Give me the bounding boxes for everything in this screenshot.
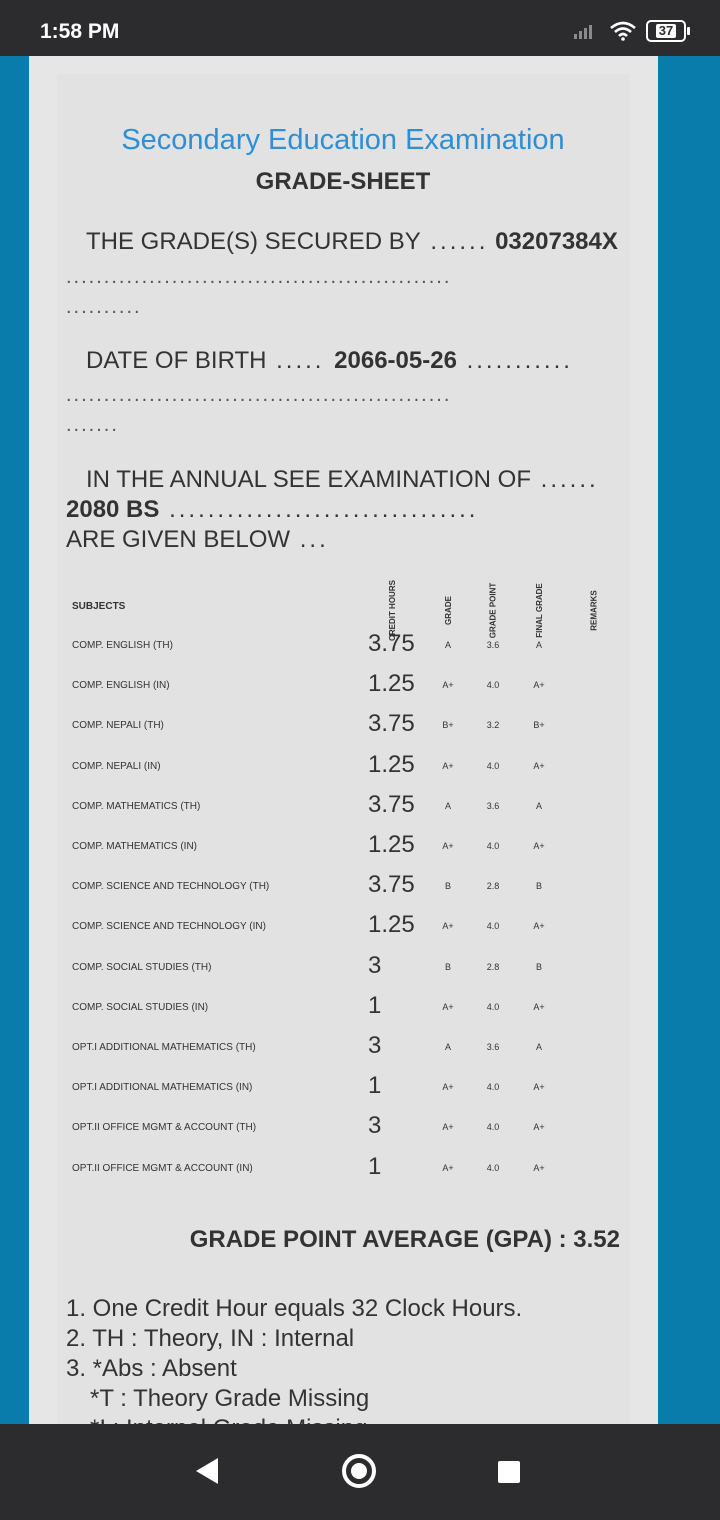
subject-cell: COMP. ENGLISH (IN) bbox=[72, 680, 170, 692]
credit-hours-cell: 1.25 bbox=[368, 831, 415, 858]
dob-value: 2066-05-26 bbox=[334, 347, 457, 374]
subject-cell: COMP. ENGLISH (TH) bbox=[72, 640, 173, 651]
grade-cell: A+ bbox=[442, 1082, 454, 1093]
grade-cell: A+ bbox=[442, 921, 454, 932]
subject-cell: COMP. NEPALI (TH) bbox=[72, 720, 164, 732]
subject-cell: OPT.I ADDITIONAL MATHEMATICS (TH) bbox=[72, 1042, 256, 1053]
final-grade-cell: A+ bbox=[533, 921, 545, 932]
dotted-line: .......... bbox=[66, 296, 142, 318]
subject-cell: OPT.I ADDITIONAL MATHEMATICS (IN) bbox=[72, 1082, 253, 1094]
battery-icon bbox=[646, 20, 686, 42]
final-grade-cell: B+ bbox=[533, 720, 545, 731]
wifi-icon bbox=[610, 21, 636, 41]
credit-hours-cell: 1.25 bbox=[368, 911, 415, 939]
credit-hours-cell: 1 bbox=[368, 1152, 382, 1180]
back-icon[interactable] bbox=[196, 1458, 218, 1484]
grade-cell: A bbox=[444, 640, 451, 650]
header-remarks: REMARKS bbox=[589, 589, 599, 631]
credit-hours-cell: 3.75 bbox=[368, 790, 415, 818]
grade-point-cell: 3.6 bbox=[486, 1042, 500, 1052]
sheet-subtitle: GRADE-SHEET bbox=[255, 168, 431, 195]
grade-point-cell: 4.0 bbox=[486, 841, 500, 851]
grade-cell: B+ bbox=[442, 720, 454, 731]
symbol-number: 03207384X bbox=[495, 228, 618, 255]
given-below-line: ARE GIVEN BELOW ... bbox=[66, 526, 329, 553]
header-grade: GRADE bbox=[443, 595, 453, 625]
subject-cell: OPT.II OFFICE MGMT & ACCOUNT (IN) bbox=[72, 1162, 253, 1174]
home-icon[interactable] bbox=[342, 1454, 376, 1488]
grade-point-cell: 4.0 bbox=[486, 680, 500, 691]
dob-label: DATE OF BIRTH bbox=[86, 347, 267, 374]
grade-point-cell: 4.0 bbox=[486, 760, 500, 771]
credit-hours-cell: 3.75 bbox=[368, 871, 415, 899]
final-grade-cell: A+ bbox=[533, 1162, 545, 1173]
subject-cell: COMP. MATHEMATICS (IN) bbox=[72, 841, 197, 852]
final-grade-cell: A+ bbox=[533, 841, 545, 851]
status-time: 1:58 PM bbox=[40, 20, 120, 43]
final-grade-cell: A+ bbox=[533, 760, 545, 771]
table-row bbox=[0, 1108, 720, 1148]
subject-cell: COMP. MATHEMATICS (TH) bbox=[72, 800, 201, 812]
secured-by-label: THE GRADE(S) SECURED BY bbox=[86, 228, 421, 255]
grade-cell: A+ bbox=[442, 1001, 454, 1012]
table-row bbox=[0, 666, 720, 706]
table-row bbox=[0, 988, 720, 1028]
final-grade-cell: A bbox=[535, 640, 542, 650]
grade-point-cell: 4.0 bbox=[486, 1162, 500, 1173]
grade-cell: A bbox=[444, 800, 451, 811]
grade-point-cell: 4.0 bbox=[486, 1122, 500, 1133]
exam-line: IN THE ANNUAL SEE EXAMINATION OF ...... bbox=[86, 466, 599, 493]
subject-cell: COMP. SOCIAL STUDIES (TH) bbox=[72, 961, 212, 973]
header-credit-hours: CREDIT HOURS bbox=[387, 579, 397, 641]
subject-cell: COMP. SCIENCE AND TECHNOLOGY (IN) bbox=[72, 921, 266, 933]
exam-label: IN THE ANNUAL SEE EXAMINATION OF bbox=[86, 466, 531, 493]
grade-point-cell: 3.6 bbox=[486, 640, 500, 650]
notes bbox=[66, 1294, 522, 1444]
grade-cell: B bbox=[444, 881, 451, 892]
subject-cell: COMP. SOCIAL STUDIES (IN) bbox=[72, 1001, 209, 1013]
credit-hours-cell: 1 bbox=[368, 991, 382, 1019]
grade-cell: B bbox=[444, 961, 451, 972]
dotted-line: ................................................... bbox=[66, 266, 452, 288]
status-bar bbox=[0, 0, 720, 56]
final-grade-cell: A+ bbox=[533, 1001, 545, 1012]
grade-cell: A+ bbox=[442, 760, 454, 771]
subject-cell: OPT.II OFFICE MGMT & ACCOUNT (TH) bbox=[72, 1122, 257, 1134]
note-item: 3. *Abs : Absent bbox=[66, 1355, 237, 1382]
grade-point-cell: 4.0 bbox=[486, 1001, 500, 1012]
table-row bbox=[0, 787, 720, 827]
grade-point-cell: 2.8 bbox=[486, 961, 500, 972]
note-item: 1. One Credit Hour equals 32 Clock Hours. bbox=[66, 1295, 523, 1322]
final-grade-cell: A+ bbox=[533, 680, 545, 691]
header-final-grade: FINAL GRADE bbox=[534, 582, 544, 638]
dotted-line: ................................................... bbox=[66, 384, 452, 406]
gpa-summary: GRADE POINT AVERAGE (GPA) : 3.52 bbox=[189, 1226, 620, 1253]
credit-hours-cell: 3 bbox=[368, 1032, 382, 1059]
note-item: 2. TH : Theory, IN : Internal bbox=[66, 1325, 355, 1352]
dob-line: DATE OF BIRTH ..... 2066-05-26 ........... bbox=[86, 347, 573, 374]
grade-cell: A bbox=[444, 1042, 451, 1052]
dotted-line: ....... bbox=[66, 414, 119, 436]
final-grade-cell: A+ bbox=[533, 1082, 545, 1093]
recents-icon[interactable] bbox=[498, 1461, 520, 1483]
table-row bbox=[0, 626, 720, 666]
exam-year: 2080 BS bbox=[66, 496, 160, 523]
final-grade-cell: B bbox=[535, 961, 542, 972]
table-row bbox=[0, 867, 720, 907]
final-grade-cell: B bbox=[535, 881, 542, 892]
table-row bbox=[0, 1068, 720, 1108]
grade-point-cell: 3.2 bbox=[486, 720, 500, 731]
grade-cell: A+ bbox=[442, 680, 454, 691]
grade-point-cell: 3.6 bbox=[486, 800, 500, 811]
credit-hours-cell: 1.25 bbox=[368, 670, 415, 698]
exam-title: Secondary Education Examination bbox=[121, 124, 565, 156]
subject-cell: COMP. NEPALI (IN) bbox=[72, 760, 161, 772]
table-row bbox=[0, 747, 720, 787]
grade-cell: A+ bbox=[442, 1122, 454, 1133]
battery-level: 37 bbox=[656, 24, 676, 38]
credit-hours-cell: 3 bbox=[368, 1112, 382, 1140]
final-grade-cell: A bbox=[535, 1042, 542, 1052]
status-icons bbox=[572, 20, 686, 42]
given-below-label: ARE GIVEN BELOW bbox=[66, 526, 291, 553]
credit-hours-cell: 1 bbox=[368, 1072, 382, 1100]
secured-by-line: THE GRADE(S) SECURED BY ...... 03207384X bbox=[86, 228, 618, 255]
note-item: *T : Theory Grade Missing bbox=[90, 1385, 370, 1412]
table-row bbox=[0, 907, 720, 947]
final-grade-cell: A+ bbox=[533, 1122, 545, 1133]
header-subjects: SUBJECTS bbox=[72, 601, 126, 612]
table-row bbox=[0, 827, 720, 867]
header-grade-point: GRADE POINT bbox=[488, 582, 498, 638]
grade-point-cell: 2.8 bbox=[486, 881, 500, 892]
exam-year-line: 2080 BS ................................ bbox=[66, 496, 479, 523]
subject-cell: COMP. SCIENCE AND TECHNOLOGY (TH) bbox=[72, 881, 270, 893]
grade-point-cell: 4.0 bbox=[486, 1082, 500, 1093]
final-grade-cell: A bbox=[535, 800, 542, 811]
grade-cell: A+ bbox=[442, 1162, 454, 1173]
signal-icon bbox=[572, 21, 600, 41]
table-row bbox=[0, 1149, 720, 1189]
table-row bbox=[0, 1028, 720, 1068]
credit-hours-cell: 1.25 bbox=[368, 750, 415, 778]
grade-cell: A+ bbox=[442, 841, 454, 851]
credit-hours-cell: 3.75 bbox=[368, 710, 415, 738]
credit-hours-cell: 3.75 bbox=[368, 630, 415, 657]
table-row bbox=[0, 706, 720, 746]
credit-hours-cell: 3 bbox=[368, 951, 382, 979]
grade-point-cell: 4.0 bbox=[486, 921, 500, 932]
table-row bbox=[0, 948, 720, 988]
